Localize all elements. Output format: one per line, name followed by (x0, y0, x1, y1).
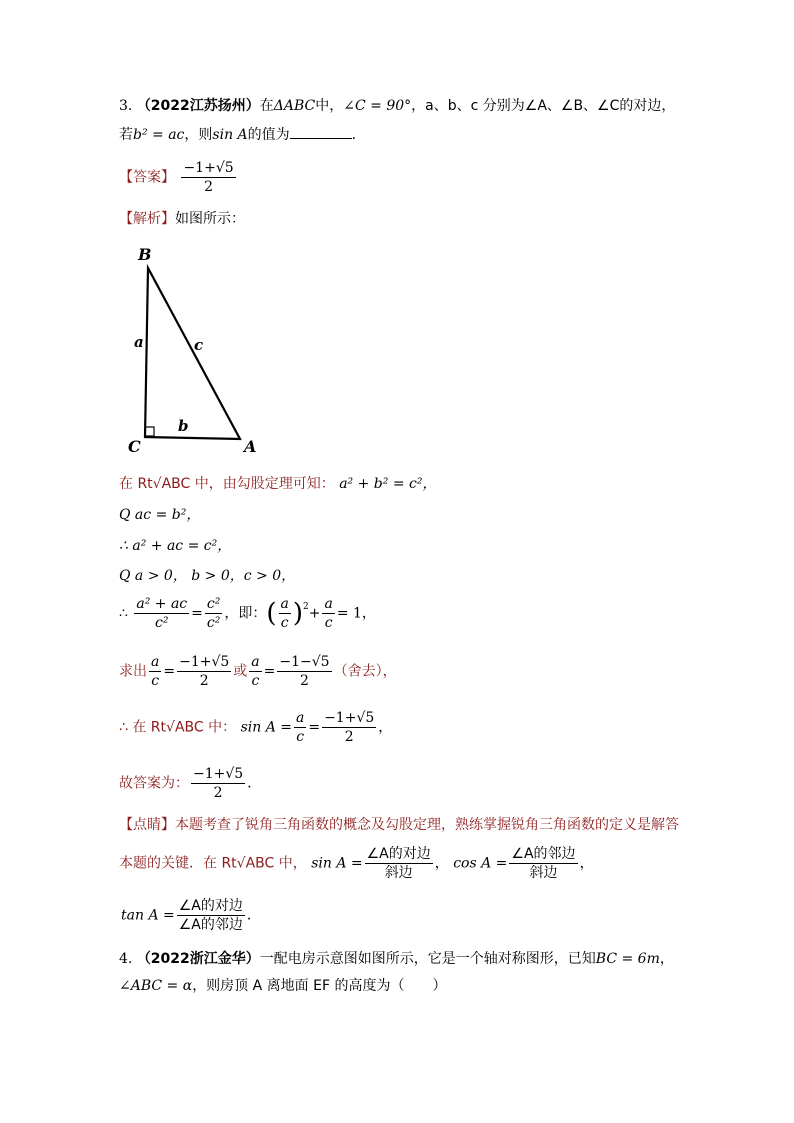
step-3: ∴ a² + ac = c²， (119, 538, 232, 554)
tip-line-2: 本题的关键．在 Rt√ABC 中， sin A = $\frac{\text{∠A的对边}}{\text{斜边}}$ ， cos A = $\frac{\text{∠A的邻边}}{\text{斜边}}$ ， (119, 846, 594, 881)
step-7: ∴ 在 Rt√ABC 中： sin A = $\frac{a}{c}$ = $\frac{-1+√5}{2}$ ， (119, 710, 393, 745)
side-a-label: a (134, 333, 144, 351)
vertex-b-label: B (138, 245, 152, 264)
question-3-line-1: 3. （2022江苏扬州）在ΔABC中，∠C = 90°，a、b、c 分别为∠A、∠B、∠C的对边， (119, 98, 676, 114)
step-4: Q a > 0， b > 0，c > 0， (119, 568, 296, 584)
step-1: 在 Rt√ABC 中，由勾股定理可知： a² + b² = c²， (119, 476, 437, 492)
question-4-line-2: ∠ABC = α，则房顶 A 离地面 EF 的高度为（ ） (119, 978, 447, 994)
question-source: （2022江苏扬州） (136, 98, 260, 114)
question-3-line-2: 若b² = ac，则sin A的值为 ． (119, 127, 366, 143)
vertex-a-label: A (244, 437, 257, 456)
answer-tag: 【答案】 (119, 169, 175, 186)
step-8: 故答案为： $\frac{-1+√5}{2}$ ． (119, 766, 262, 801)
question-source: （2022浙江金华） (136, 951, 260, 967)
question-number: 4. (119, 951, 133, 967)
tip-line-3: tan A = $\frac{\text{∠A的对边}}{\text{∠A的邻边}}$ ． (121, 898, 261, 933)
vertex-c-label: C (128, 437, 141, 456)
answer-blank (290, 126, 352, 139)
analysis-line: 【解析】如图所示： (119, 211, 245, 227)
side-b-label: b (178, 417, 189, 435)
answer-line (119, 160, 238, 195)
triangle-abc (145, 268, 240, 439)
tip-tag: 【点睛】 (119, 817, 175, 833)
analysis-tag: 【解析】 (119, 211, 175, 227)
tip-line-1: 【点睛】本题考查了锐角三角函数的概念及勾股定理，熟练掌握锐角三角函数的定义是解答 (119, 817, 679, 833)
step-2: Q ac = b²， (119, 507, 201, 523)
question-number: 3. (119, 98, 133, 114)
side-c-label: c (194, 336, 204, 354)
step-6: 求出 $\frac{a}{c}$ = $\frac{-1+√5}{2}$ 或 $\frac{a}{c}$ = $\frac{-1-√5}{2}$ （舍去）， (119, 654, 397, 689)
answer-fraction: $\frac{-1+√5}{2}$ (183, 160, 234, 195)
right-angle-mark (145, 427, 154, 436)
step-5: ∴ $\frac{\text{a² + ac}}{\text{c²}}$ = $\frac{\text{c²}}{\text{c²}}$ ，即：( $\frac{a}{c}$ )$^2$+ $\frac{a}{c}$ = 1， (119, 596, 376, 631)
triangle-figure (120, 240, 270, 460)
question-4-line-1: 4. （2022浙江金华）一配电房示意图如图所示，它是一个轴对称图形，已知BC = 6m， (119, 951, 674, 967)
